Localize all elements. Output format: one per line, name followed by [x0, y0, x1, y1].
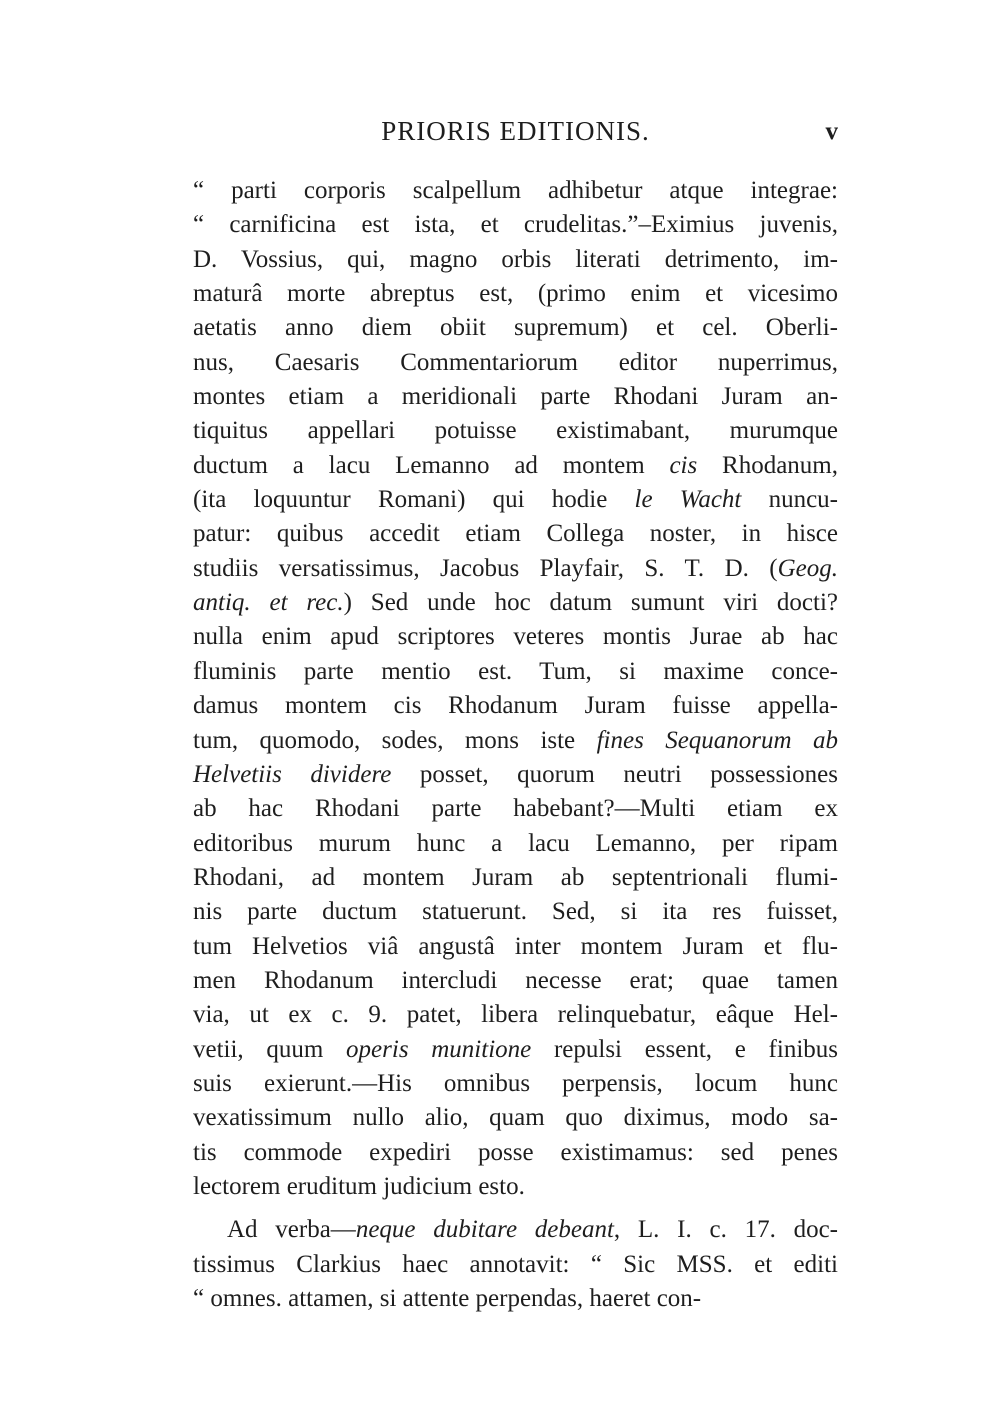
italic-text: neque dubitare debeant — [355, 1216, 614, 1244]
text-segment: nuncu- — [741, 486, 839, 514]
text-segment: ductum a lacu Lemanno ad montem — [193, 451, 670, 479]
paragraph-gap — [193, 1204, 838, 1213]
italic-text: le Wacht — [634, 486, 742, 514]
text-line — [193, 1170, 838, 1204]
text-line — [193, 930, 838, 964]
text-segment: vetii, quum — [193, 1035, 347, 1063]
text-segment: studiis versatissimus, Jacobus Playfair, S. T. D. ( — [193, 554, 778, 582]
text-line — [193, 655, 838, 689]
text-line — [193, 380, 838, 414]
text-segment: Ad verba— — [227, 1216, 356, 1244]
text-segment: (ita loquuntur Romani) qui hodie — [193, 486, 635, 514]
text-line — [193, 243, 838, 277]
text-segment: tum Helvetios viâ angustâ inter montem Juram et flu- — [193, 932, 838, 960]
text-line — [193, 1067, 838, 1101]
text-segment: “ carnificina est ista, et crudelitas.”–Eximius juvenis, — [193, 211, 838, 239]
text-line — [193, 449, 838, 483]
text-segment: , L. I. c. 17. doc- — [613, 1216, 838, 1244]
text-segment: men Rhodanum intercludi necesse erat; quae tamen — [193, 966, 838, 994]
text-segment: nis parte ductum statuerunt. Sed, si ita res fuisset, — [193, 898, 838, 926]
text-segment: tis commode expediri posse existimamus: sed penes — [193, 1138, 838, 1166]
italic-text: cis — [669, 451, 698, 479]
text-segment: montes etiam a meridionali parte Rhodani Juram an- — [193, 383, 838, 411]
text-segment: vexatissimum nullo alio, quam quo diximus, modo sa- — [193, 1104, 838, 1132]
text-line — [193, 517, 838, 551]
text-line — [193, 689, 838, 723]
text-line — [193, 1282, 838, 1316]
text-segment: suis exierunt.—His omnibus perpensis, locum hunc — [193, 1069, 838, 1097]
text-line — [193, 1248, 838, 1282]
text-segment: ) Sed unde hoc datum sumunt viri docti? — [343, 589, 838, 617]
paragraph-1 — [193, 174, 838, 1204]
italic-text: Helvetiis dividere — [193, 760, 392, 788]
text-segment: nus, Caesaris Commentariorum editor nuperrimus, — [193, 348, 838, 376]
text-segment: tiquitus appellari potuisse existimabant, murumque — [193, 417, 838, 445]
text-segment: damus montem cis Rhodanum Juram fuisse appella- — [193, 692, 838, 720]
text-line — [193, 1033, 838, 1067]
text-segment: editoribus murum hunc a lacu Lemanno, per ripam — [193, 829, 838, 857]
text-line — [193, 895, 838, 929]
text-line — [193, 827, 838, 861]
text-line — [193, 620, 838, 654]
running-title: PRIORIS EDITIONIS. — [381, 116, 650, 146]
text-segment: D. Vossius, qui, magno orbis literati detrimento, im- — [193, 245, 838, 273]
text-segment: nulla enim apud scriptores veteres montis Jurae ab hac — [193, 623, 838, 651]
text-line — [193, 311, 838, 345]
text-line — [193, 346, 838, 380]
text-segment: fluminis parte mentio est. Tum, si maxime conce- — [193, 657, 838, 685]
text-line — [193, 964, 838, 998]
text-line — [193, 1136, 838, 1170]
text-line — [193, 861, 838, 895]
page-number: v — [825, 118, 838, 145]
text-line — [193, 1213, 838, 1247]
italic-text: fines Sequanorum ab — [596, 726, 838, 754]
text-segment: “ omnes. attamen, si attente perpendas, haeret con- — [193, 1285, 702, 1312]
text-line — [193, 586, 838, 620]
text-line — [193, 792, 838, 826]
text-line — [193, 998, 838, 1032]
text-segment: tum, quomodo, sodes, mons iste — [193, 726, 597, 754]
text-segment: “ parti corporis scalpellum adhibetur atque integrae: — [193, 177, 838, 204]
text-segment: lectorem eruditum judicium esto. — [193, 1172, 525, 1200]
text-line — [193, 724, 838, 758]
italic-text: Geog. — [777, 554, 838, 582]
text-line — [193, 1101, 838, 1135]
text-line — [193, 552, 838, 586]
text-line — [193, 208, 838, 242]
text-segment: tissimus Clarkius haec annotavit: “ Sic MSS. et editi — [193, 1250, 838, 1278]
text-line — [193, 758, 838, 792]
text-segment: maturâ morte abreptus est, (primo enim et vicesimo — [193, 280, 838, 308]
text-line — [193, 414, 838, 448]
text-segment: ab hac Rhodani parte habebant?—Multi etiam ex — [193, 795, 838, 823]
text-segment: patur: quibus accedit etiam Collega noster, in hisce — [193, 520, 838, 548]
text-segment: Rhodani, ad montem Juram ab septentrionali flumi- — [193, 863, 838, 891]
text-segment: posset, quorum neutri possessiones — [391, 760, 838, 788]
paragraph-2 — [193, 1213, 838, 1316]
text-segment: via, ut ex c. 9. patet, libera relinquebatur, eâque Hel- — [193, 1001, 838, 1029]
italic-text: operis munitione — [346, 1035, 532, 1063]
text-segment: Rhodanum, — [697, 451, 838, 479]
text-segment: repulsi essent, e finibus — [531, 1035, 838, 1063]
italic-text: antiq. et rec. — [193, 589, 344, 617]
text-line — [193, 483, 838, 517]
body-text — [193, 174, 838, 1316]
text-line — [193, 277, 838, 311]
text-segment: aetatis anno diem obiit supremum) et cel. Oberli- — [193, 314, 838, 342]
running-head — [193, 112, 838, 152]
text-line — [193, 174, 838, 208]
